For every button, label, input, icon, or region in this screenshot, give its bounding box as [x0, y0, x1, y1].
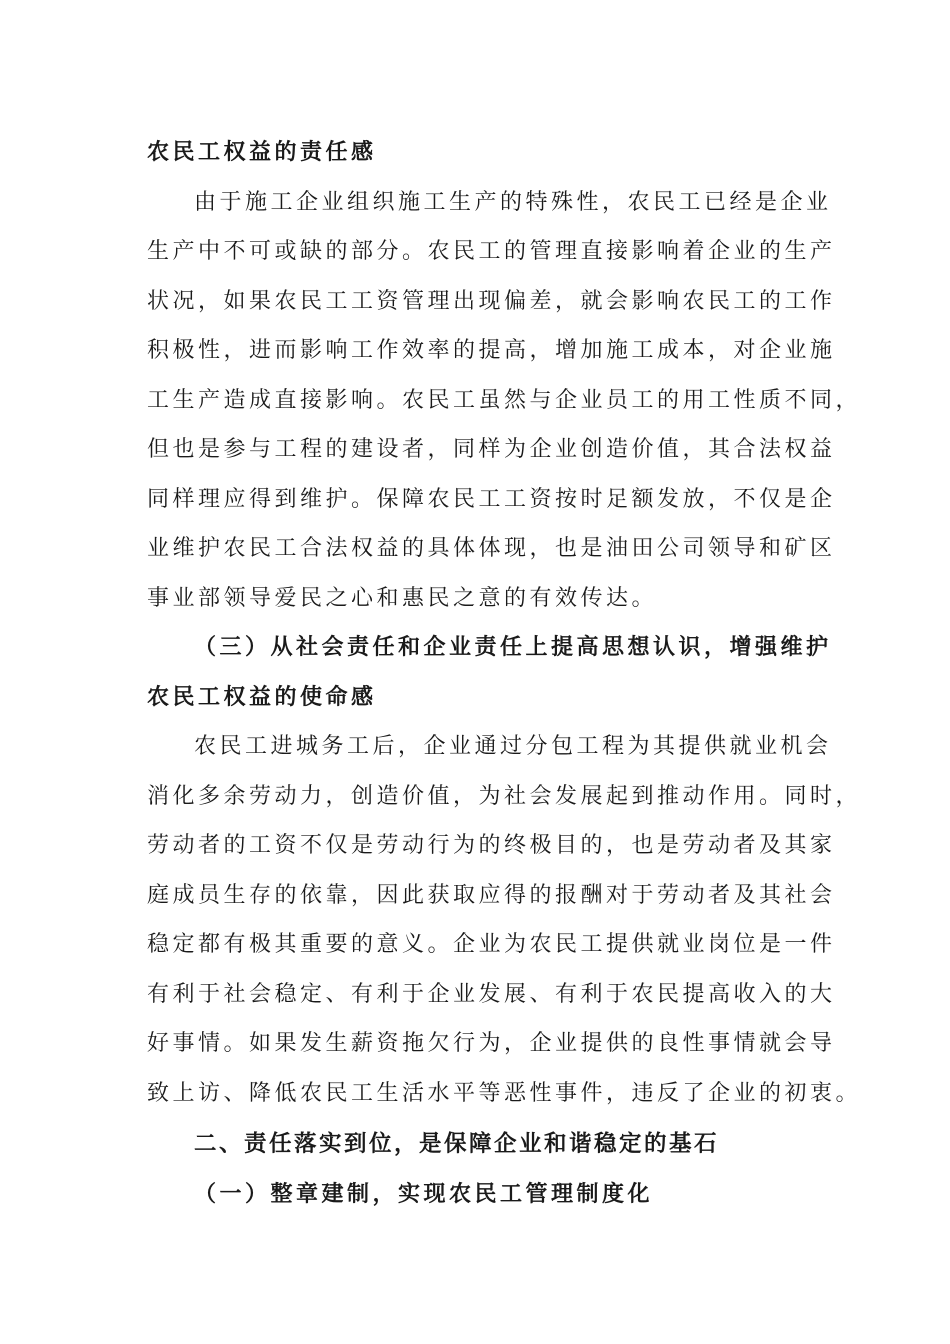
document-body	[147, 128, 862, 1220]
paragraph-line: 积极性，进而影响工作效率的提高，增加施工成本，对企业施	[147, 338, 836, 363]
paragraph-line: 工生产造成直接影响。农民工虽然与企业员工的用工性质不同，	[147, 387, 862, 413]
paragraph-line: 庭成员生存的依靠，因此获取应得的报酬对于劳动者及其社会	[147, 882, 836, 908]
section-heading-continuation: 农民工权益的责任感	[147, 139, 377, 165]
paragraph-line: 有利于社会稳定、有利于企业发展、有利于农民提高收入的大	[147, 981, 836, 1007]
paragraph-line: 稳定都有极其重要的意义。企业为农民工提供就业岗位是一件	[147, 932, 836, 957]
subsection-heading: （一）整章建制，实现农民工管理制度化	[194, 1181, 654, 1207]
subsection-heading: （三）从社会责任和企业责任上提高思想认识，增强维护	[194, 634, 832, 660]
subsection-heading-continuation: 农民工权益的使命感	[147, 683, 377, 710]
paragraph-line: 好事情。如果发生薪资拖欠行为，企业提供的良性事情就会导	[147, 1031, 836, 1056]
paragraph-line: 状况，如果农民工工资管理出现偏差，就会影响农民工的工作	[147, 288, 836, 314]
paragraph-line: 但也是参与工程的建设者，同样为企业创造价值，其合法权益	[147, 437, 836, 462]
paragraph-line: 由于施工企业组织施工生产的特殊性，农民工已经是企业	[194, 189, 832, 215]
paragraph-line: 事业部领导爱民之心和惠民之意的有效传达。	[147, 585, 658, 611]
paragraph-line: 消化多余劳动力，创造价值，为社会发展起到推动作用。同时，	[147, 783, 862, 809]
paragraph-line: 业维护农民工合法权益的具体体现，也是油田公司领导和矿区	[147, 536, 836, 561]
paragraph-line: 同样理应得到维护。保障农民工工资按时足额发放，不仅是企	[147, 486, 836, 512]
paragraph-line: 劳动者的工资不仅是劳动行为的终极目的，也是劳动者及其家	[147, 833, 836, 858]
paragraph-line: 生产中不可或缺的部分。农民工的管理直接影响着企业的生产	[147, 239, 836, 264]
paragraph-line: 农民工进城务工后，企业通过分包工程为其提供就业机会	[194, 734, 832, 759]
paragraph-line: 致上访、降低农民工生活水平等恶性事件，违反了企业的初衷。	[147, 1080, 862, 1106]
section-heading: 二、责任落实到位，是保障企业和谐稳定的基石	[194, 1131, 720, 1157]
